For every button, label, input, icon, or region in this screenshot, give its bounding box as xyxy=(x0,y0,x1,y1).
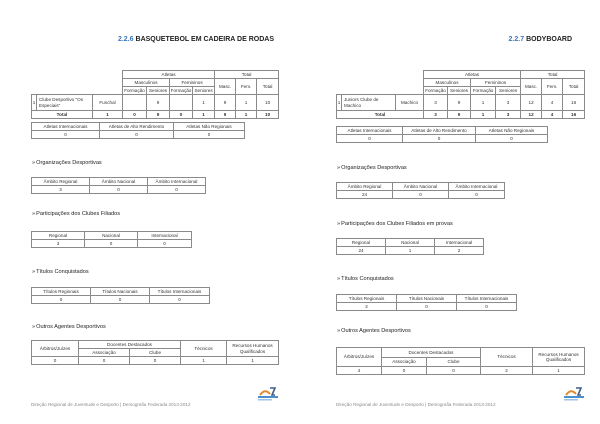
participations-heading: » Participações dos Clubes Filiados em provas xyxy=(337,221,453,227)
header-high-perf-athletes: Atletas de Alto Rendimento xyxy=(403,127,476,135)
row-f-sen: 1 xyxy=(193,95,215,111)
total-masc: 1 xyxy=(193,111,215,119)
table-row xyxy=(32,95,279,111)
total-f-sen: 3 xyxy=(496,111,521,119)
row-concelho: Funchal xyxy=(93,95,123,111)
header-arbitros: Árbitros/Juízes xyxy=(32,341,79,357)
value-recursos: 1 xyxy=(227,357,279,365)
titles-table xyxy=(31,287,210,304)
org-table xyxy=(31,177,206,194)
header-org-national: Âmbito Nacional xyxy=(393,183,449,191)
header-org-regional: Âmbito Regional xyxy=(337,183,393,191)
org-heading: » Organizações Desportivas xyxy=(337,165,407,171)
header-titles-regional: Títulos Regionais xyxy=(337,295,397,303)
total-m-sen: 9 xyxy=(448,111,471,119)
value-part-regional: 24 xyxy=(337,247,386,255)
total-row xyxy=(32,111,279,119)
header-m-formacao: Formação xyxy=(425,87,446,93)
value-part-international: 2 xyxy=(435,247,484,255)
section-number: 2.2.6 xyxy=(117,36,134,43)
header-non-regional-athletes: Atletas Não Regionais xyxy=(174,123,245,131)
header-m-seniores: Seniores xyxy=(448,87,471,95)
header-high-perf-athletes: Atletas de Alto Rendimento xyxy=(100,123,174,131)
value-high-perf-athletes: 0 xyxy=(403,135,476,143)
header-recursos: Recursos Humanos Qualificados xyxy=(533,348,585,367)
drjd-logo-icon xyxy=(258,386,278,404)
header-titles-international: Títulos Internacionais xyxy=(457,295,517,303)
header-masculinos: Masculinos xyxy=(123,79,170,87)
header-org-national: Âmbito Nacional xyxy=(90,178,148,186)
total-label: Total xyxy=(337,111,424,119)
right-page xyxy=(300,0,600,424)
titles-heading: » Títulos Conquistados xyxy=(32,269,89,275)
value-intl-athletes: 0 xyxy=(337,135,403,143)
header-atletas: Atletas xyxy=(424,71,521,79)
footer-text: Direção Regional de Juventude e Desporto | Demografia Federada 2013-2012 xyxy=(31,402,191,407)
total-m-form: 3 xyxy=(424,111,448,119)
value-org-national: 0 xyxy=(393,191,449,199)
agents-heading: » Outros Agentes Desportivos xyxy=(32,324,106,330)
header-titles-international: Títulos Internacionais xyxy=(150,288,210,296)
header-total: Total xyxy=(521,71,585,79)
value-associacao: 0 xyxy=(79,357,130,365)
header-f-seniores: Seniores xyxy=(194,87,213,93)
value-titles-national: 0 xyxy=(91,296,150,304)
value-org-regional: 3 xyxy=(32,186,90,194)
header-clube: Clube xyxy=(427,358,481,367)
header-arbitros: Árbitros/Juízes xyxy=(337,348,382,367)
header-clube: Clube xyxy=(130,349,181,357)
participations-heading: » Participações dos Clubes Filiados xyxy=(32,211,120,217)
value-titles-international: 0 xyxy=(457,303,517,311)
header-part-national: Nacional xyxy=(386,239,435,247)
total-masc: 12 xyxy=(521,111,542,119)
header-total: Total xyxy=(215,71,279,79)
header-part-regional: Regional xyxy=(337,239,386,247)
row-club: Clube Desportivo "Os Especiais" xyxy=(37,95,93,111)
header-tecnicos: Técnicos xyxy=(181,341,227,357)
value-part-national: 1 xyxy=(386,247,435,255)
header-tecnicos: Técnicos xyxy=(481,348,533,367)
row-concelho: Machico xyxy=(396,95,424,111)
athlete-level-table xyxy=(31,122,245,139)
header-org-international: Âmbito Internacional xyxy=(148,178,206,186)
value-intl-athletes: 0 xyxy=(32,131,100,139)
header-masc: Masc. xyxy=(215,79,236,95)
header-total-col: Total xyxy=(563,79,585,95)
row-index: 1 xyxy=(32,95,37,111)
value-part-national: 0 xyxy=(85,240,138,248)
org-table xyxy=(336,182,505,199)
header-m-formacao: Formação xyxy=(124,87,145,93)
row-fem: 1 xyxy=(236,95,257,111)
header-org-regional: Âmbito Regional xyxy=(32,178,90,186)
titles-heading: » Títulos Conquistados xyxy=(337,276,394,282)
header-masc: Masc. xyxy=(521,79,542,95)
value-titles-regional: 0 xyxy=(32,296,91,304)
value-non-regional-athletes: 0 xyxy=(174,131,245,139)
value-high-perf-athletes: 0 xyxy=(100,131,174,139)
value-part-international: 0 xyxy=(138,240,192,248)
header-recursos: Recursos Humanos Qualificados xyxy=(227,341,279,357)
row-masc: 12 xyxy=(521,95,542,111)
header-titles-national: Títulos Nacionais xyxy=(397,295,457,303)
header-associacao: Associação xyxy=(382,358,427,367)
section-title-text: BODYBOARD xyxy=(526,36,572,43)
value-part-regional: 3 xyxy=(32,240,85,248)
participations-table xyxy=(336,238,484,255)
value-titles-regional: 2 xyxy=(337,303,397,311)
value-titles-international: 0 xyxy=(150,296,210,304)
section-title xyxy=(509,36,572,43)
footer-text: Direção Regional de Juventude e Desporto | Demografia Federada 2013-2012 xyxy=(336,402,496,407)
value-clube: 0 xyxy=(130,357,181,365)
value-clube: 0 xyxy=(427,367,481,375)
row-m-sen: 9 xyxy=(448,95,471,111)
row-m-form: 3 xyxy=(424,95,448,111)
row-f-form xyxy=(170,95,193,111)
participations-table xyxy=(31,231,192,248)
value-arbitros: 0 xyxy=(32,357,79,365)
header-masculinos: Masculinos xyxy=(424,79,471,87)
value-non-regional-athletes: 0 xyxy=(476,135,548,143)
agents-table xyxy=(336,347,585,375)
athletes-table xyxy=(31,70,279,119)
header-titles-national: Títulos Nacionais xyxy=(91,288,150,296)
header-fem: Fem. xyxy=(542,79,563,95)
header-non-regional-athletes: Atletas Não Regionais xyxy=(476,127,548,135)
header-org-international: Âmbito Internacional xyxy=(449,183,505,191)
athletes-table xyxy=(336,70,585,119)
value-titles-national: 0 xyxy=(397,303,457,311)
total-fem: 4 xyxy=(542,111,563,119)
total-m-form: 1 xyxy=(93,111,123,119)
header-part-international: Internacional xyxy=(435,239,484,247)
row-fem: 4 xyxy=(542,95,563,111)
total-extra: 10 xyxy=(257,111,279,119)
row-f-sen: 3 xyxy=(496,95,521,111)
total-f-form: 9 xyxy=(147,111,170,119)
org-heading: » Organizações Desportivas xyxy=(32,160,102,166)
section-number: 2.2.7 xyxy=(508,36,525,43)
header-m-seniores: Seniores xyxy=(147,87,170,95)
total-row xyxy=(337,111,585,119)
section-title-text: BASQUETEBOL EM CADEIRA DE RODAS xyxy=(135,36,274,43)
table-row xyxy=(337,95,585,111)
total-f-form: 1 xyxy=(471,111,496,119)
row-f-form: 1 xyxy=(471,95,496,111)
athlete-level-table xyxy=(336,126,548,143)
header-intl-athletes: Atletas Internacionais xyxy=(337,127,403,135)
header-part-national: Nacional xyxy=(85,232,138,240)
agents-table xyxy=(31,340,279,365)
header-intl-athletes: Atletas Internacionais xyxy=(32,123,100,131)
total-total: 16 xyxy=(563,111,585,119)
total-fem: 9 xyxy=(215,111,236,119)
value-tecnicos: 2 xyxy=(481,367,533,375)
row-index: 1 xyxy=(337,95,342,111)
total-m-sen: 0 xyxy=(123,111,147,119)
header-part-international: Internacional xyxy=(138,232,192,240)
header-femininos: Femininos xyxy=(471,79,521,87)
value-org-regional: 24 xyxy=(337,191,393,199)
header-atletas: Atletas xyxy=(123,71,215,79)
value-associacao: 0 xyxy=(382,367,427,375)
value-recursos: 1 xyxy=(533,367,585,375)
titles-table xyxy=(336,294,517,311)
header-fem: Fem. xyxy=(236,79,257,95)
row-masc: 9 xyxy=(215,95,236,111)
total-f-sen: 0 xyxy=(170,111,193,119)
value-arbitros: 4 xyxy=(337,367,382,375)
header-f-seniores: Seniores xyxy=(496,87,521,95)
total-label: Total xyxy=(32,111,93,119)
agents-heading: » Outros Agentes Desportivos xyxy=(337,328,411,334)
header-total-col: Total xyxy=(257,79,279,95)
total-total: 1 xyxy=(236,111,257,119)
header-part-regional: Regional xyxy=(32,232,85,240)
header-titles-regional: Títulos Regionais xyxy=(32,288,91,296)
value-org-international: 0 xyxy=(148,186,206,194)
header-femininos: Femininos xyxy=(170,79,215,87)
drjd-logo-icon xyxy=(564,386,584,404)
row-m-sen: 9 xyxy=(147,95,170,111)
row-total: 10 xyxy=(257,95,279,111)
value-org-international: 0 xyxy=(449,191,505,199)
header-f-formacao: Formação xyxy=(170,87,192,93)
row-club: Juniors Clube de Machico xyxy=(342,95,396,111)
row-m-form xyxy=(123,95,147,111)
header-associacao: Associação xyxy=(79,349,130,357)
header-f-formacao: Formação xyxy=(471,87,496,95)
header-docentes: Docentes Destacados xyxy=(79,341,181,349)
section-title xyxy=(118,36,274,43)
value-tecnicos: 1 xyxy=(181,357,227,365)
row-total: 16 xyxy=(563,95,585,111)
header-docentes: Docentes Destacados xyxy=(382,348,481,358)
value-org-national: 0 xyxy=(90,186,148,194)
